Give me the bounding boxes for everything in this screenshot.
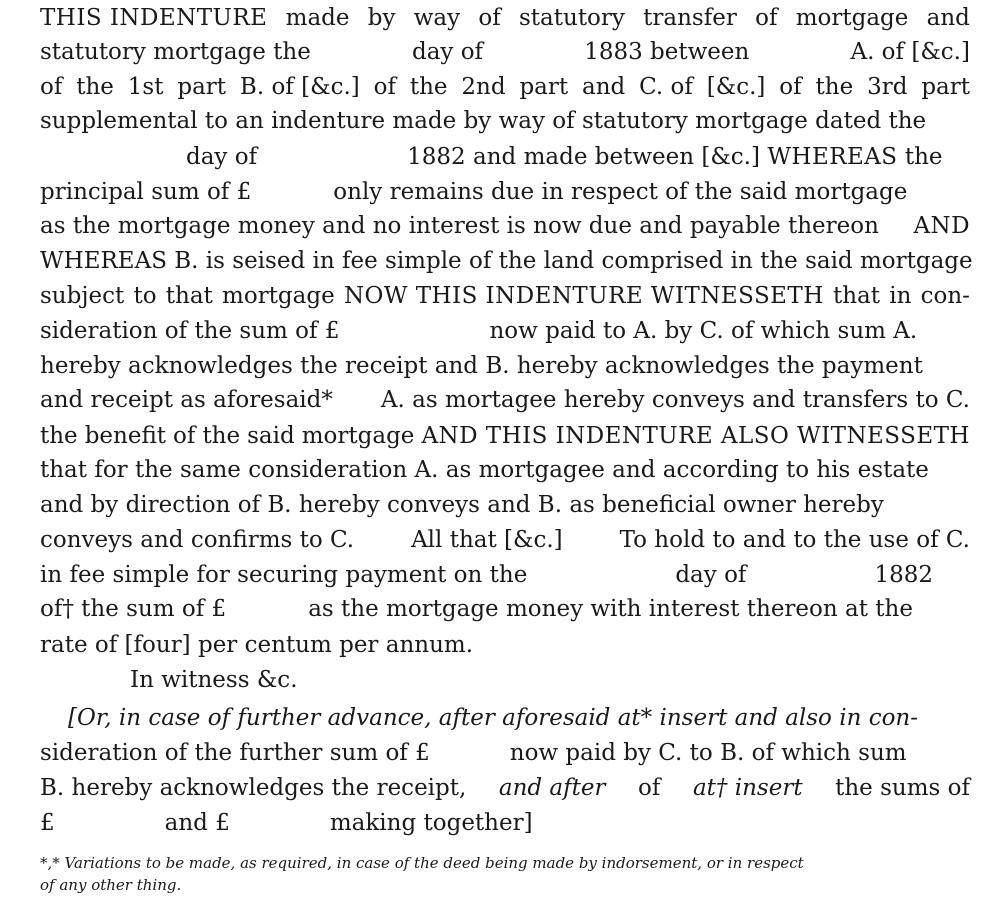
text: in xyxy=(889,283,912,309)
footnote-text: of any other thing. xyxy=(40,876,182,894)
text: in fee simple for securing payment on the xyxy=(40,562,528,588)
text: All that [&c.] xyxy=(411,527,563,553)
deed-line-6 xyxy=(40,174,970,210)
text: transfer xyxy=(643,5,737,31)
text: and £ xyxy=(164,810,230,836)
alternative-clause: [Or, in case of further advance, after aforesaid at* insert and also in con- xyxy=(68,705,919,731)
also-witnesseth-heading: AND THIS INDENTURE ALSO WITNESSETH xyxy=(421,423,970,449)
text: of† the sum of £ xyxy=(40,596,227,622)
text: B. of [&c.] xyxy=(239,74,360,100)
text: and receipt as aforesaid* xyxy=(40,387,333,413)
footnote-text: *,* Variations to be made, as required, in case of the deed being made by indorsement, or in respect xyxy=(40,854,804,872)
text: WHEREAS B. is seised in fee simple of the land comprised in the said mortgage xyxy=(40,248,973,274)
text: of xyxy=(478,5,501,31)
in-witness: In witness &c. xyxy=(130,667,298,693)
text: of xyxy=(638,775,661,801)
text: A. of [&c.] xyxy=(850,39,970,65)
text: B. hereby acknowledges the receipt, xyxy=(40,775,467,801)
text: rate of [four] per centum per annum. xyxy=(40,632,474,658)
text: making together] xyxy=(329,810,533,836)
text: to xyxy=(133,283,157,309)
text: of xyxy=(373,74,396,100)
deed-line-14 xyxy=(40,452,970,488)
text: sideration of the sum of £ xyxy=(40,318,340,344)
text: as the mortgage money and no interest is now due and payable thereon xyxy=(40,213,879,239)
text: [&c.] xyxy=(706,74,766,100)
text: To hold to and to the use of C. xyxy=(619,527,970,553)
text: now paid to A. by C. of which sum A. xyxy=(489,318,918,344)
deed-line-1 xyxy=(40,0,970,36)
deed-line-5 xyxy=(40,139,970,175)
text: part xyxy=(921,74,970,100)
deed-line-11 xyxy=(40,348,970,384)
text: statutory xyxy=(519,5,625,31)
text: conveys and confirms to C. xyxy=(40,527,355,553)
text: day of xyxy=(675,562,747,588)
text: the xyxy=(904,144,943,170)
text: made xyxy=(285,5,350,31)
text: the xyxy=(815,74,854,100)
and-heading: AND xyxy=(913,213,970,239)
text: C. of xyxy=(639,74,693,100)
text: as the mortgage money with interest thereon at the xyxy=(308,596,913,622)
text: only remains due in respect of the said mortgage xyxy=(333,179,908,205)
deed-line-23 xyxy=(40,770,970,806)
deed-line-20 xyxy=(40,662,970,698)
text: hereby acknowledges the receipt and B. hereby acknowledges the payment xyxy=(40,353,923,379)
text: A. as mortagee hereby conveys and transfers to C. xyxy=(380,387,970,413)
text: part xyxy=(177,74,227,100)
text: of xyxy=(755,5,778,31)
footnote-line-2 xyxy=(40,874,970,896)
text: by xyxy=(367,5,396,31)
text: the xyxy=(40,423,78,449)
text: at† insert xyxy=(692,775,803,801)
text: said xyxy=(247,423,295,449)
text: subject xyxy=(40,283,125,309)
deed-line-4 xyxy=(40,103,970,139)
text: day of xyxy=(411,39,484,65)
deed-line-19 xyxy=(40,627,970,663)
text: day of xyxy=(186,144,258,170)
text: now paid by C. to B. of which sum xyxy=(509,740,907,766)
text: mortgage xyxy=(301,423,415,449)
text: 1882 xyxy=(874,562,933,588)
text: and after xyxy=(498,775,606,801)
text: con- xyxy=(920,283,970,309)
deed-line-17 xyxy=(40,557,970,593)
text: sideration of the further sum of £ xyxy=(40,740,430,766)
text: benefit xyxy=(84,423,167,449)
deed-line-16 xyxy=(40,522,970,558)
text: that for the same consideration A. as mortgagee and according to his estate xyxy=(40,457,929,483)
text: supplemental to an indenture made by way of statutory mortgage dated the xyxy=(40,108,927,134)
text: of xyxy=(173,423,196,449)
text: principal sum of £ xyxy=(40,179,252,205)
text: that xyxy=(165,283,213,309)
deed-line-9 xyxy=(40,278,970,314)
text: the sums of xyxy=(835,775,970,801)
text: mortgage xyxy=(795,5,909,31)
text: that xyxy=(832,283,880,309)
deed-line-12 xyxy=(40,382,970,418)
text: £ xyxy=(40,810,55,836)
text: 3rd xyxy=(867,74,908,100)
text: and by direction of B. hereby conveys and B. as beneficial owner hereby xyxy=(40,492,884,518)
text: and xyxy=(926,5,970,31)
deed-line-13 xyxy=(40,418,970,454)
deed-line-2 xyxy=(40,34,970,70)
text: of xyxy=(40,74,63,100)
text: the xyxy=(409,74,448,100)
text: of xyxy=(779,74,802,100)
text: 1883 between xyxy=(584,39,750,65)
deed-line-15 xyxy=(40,487,970,523)
deed-line-21 xyxy=(40,700,970,736)
deed-line-10 xyxy=(40,313,970,349)
deed-line-8 xyxy=(40,243,973,279)
text: and xyxy=(582,74,626,100)
text: 1st xyxy=(127,74,164,100)
deed-heading: THIS INDENTURE xyxy=(40,5,268,31)
text: 2nd xyxy=(461,74,506,100)
text: part xyxy=(519,74,569,100)
deed-line-22 xyxy=(40,735,970,771)
footnote-line-1 xyxy=(40,852,970,874)
deed-line-18 xyxy=(40,591,970,627)
whereas-heading: WHEREAS xyxy=(767,144,898,170)
witnesseth-heading: NOW THIS INDENTURE WITNESSETH xyxy=(343,283,824,309)
deed-line-24 xyxy=(40,805,970,841)
deed-line-7 xyxy=(40,208,970,244)
deed-line-3 xyxy=(40,69,970,105)
text: 1882 xyxy=(407,144,466,170)
text: mortgage xyxy=(222,283,335,309)
text: the xyxy=(76,74,114,100)
text: the xyxy=(202,423,241,449)
text: statutory mortgage the xyxy=(40,39,311,65)
text: way xyxy=(413,5,461,31)
text: and made between [&c.] xyxy=(473,144,760,170)
